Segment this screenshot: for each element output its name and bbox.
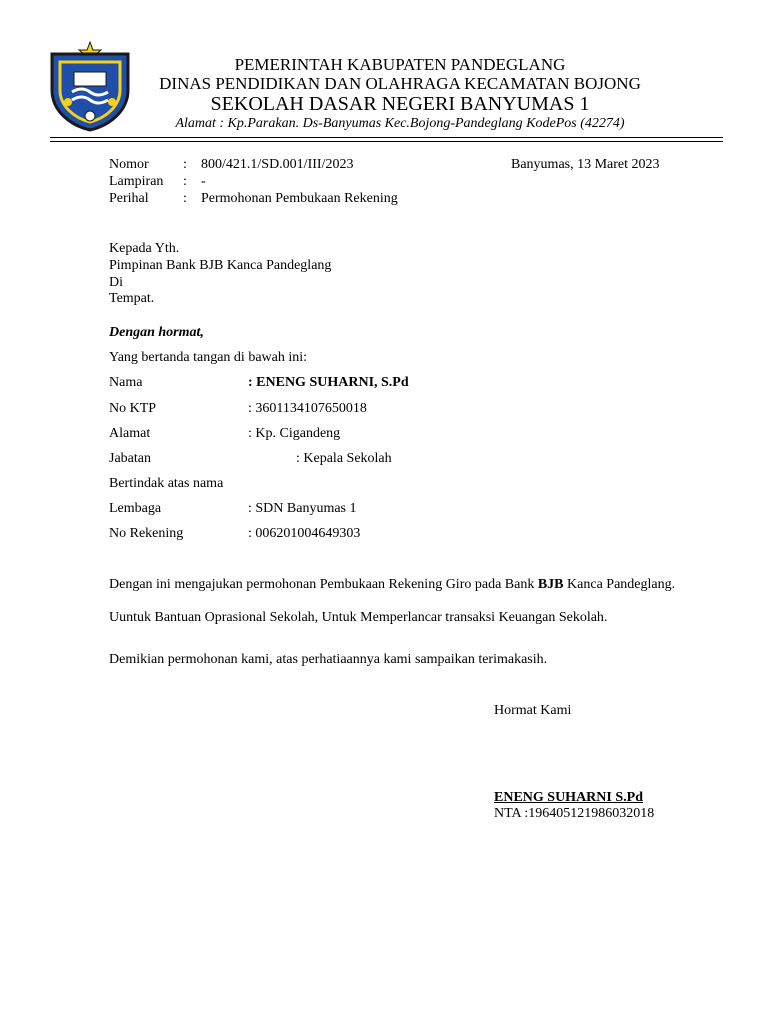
nama-value: : ENENG SUHARNI, S.Pd	[248, 375, 409, 390]
jabatan-label: Jabatan	[109, 451, 151, 466]
paragraph-request	[109, 576, 695, 593]
paragraph-purpose: Uuntuk Bantuan Oprasional Sekolah, Untuk Memperlancar transaksi Keuangan Sekolah.	[109, 610, 608, 625]
recipient-line3: Di	[109, 275, 123, 290]
perihal-colon: :	[183, 191, 187, 206]
nomor-value: 800/421.1/SD.001/III/2023	[201, 157, 354, 172]
header-school-name: SEKOLAH DASAR NEGERI BANYUMAS 1	[210, 93, 590, 115]
perihal-value: Permohonan Pembukaan Rekening	[201, 191, 398, 206]
header-address: Alamat : Kp.Parakan. Ds-Banyumas Kec.Bojong-Pandeglang KodePos (42274)	[175, 116, 625, 131]
lembaga-label: Lembaga	[109, 501, 162, 516]
recipient-line1: Kepada Yth.	[109, 241, 180, 256]
alamat-value: : Kp. Cigandeng	[248, 426, 341, 441]
lampiran-value: -	[201, 174, 206, 189]
paragraph-request-start: Dengan ini mengajukan permohonan Pembukaan Rekening Giro pada Bank	[109, 577, 535, 592]
nomor-label: Nomor	[109, 157, 149, 172]
lampiran-label: Lampiran	[109, 174, 164, 189]
signature-nta: NTA :196405121986032018	[494, 806, 655, 821]
jabatan-value: : Kepala Sekolah	[296, 451, 392, 466]
rekening-label: No Rekening	[109, 526, 184, 541]
header-department: DINAS PENDIDIKAN DAN OLAHRAGA KECAMATAN BOJONG	[159, 74, 641, 93]
header-divider-thick	[50, 137, 723, 138]
bank-name: BJB	[537, 577, 564, 592]
signature-name: ENENG SUHARNI S.Pd	[494, 790, 643, 805]
paragraph-closing: Demikian permohonan kami, atas perhatiaannya kami sampaikan terimakasih.	[109, 652, 548, 667]
ktp-value: : 3601134107650018	[248, 401, 367, 416]
header-divider-thin	[50, 141, 723, 142]
rekening-value: : 006201004649303	[248, 526, 361, 541]
recipient-line2: Pimpinan Bank BJB Kanca Pandeglang	[109, 258, 332, 273]
nomor-colon: :	[183, 157, 187, 172]
alamat-label: Alamat	[109, 426, 151, 441]
lampiran-colon: :	[183, 174, 187, 189]
bertindak-text: Bertindak atas nama	[109, 476, 224, 491]
intro-text: Yang bertanda tangan di bawah ini:	[109, 350, 308, 365]
signature-greeting: Hormat Kami	[494, 703, 572, 718]
recipient-line4: Tempat.	[109, 291, 155, 306]
paragraph-request-end: Kanca Pandeglang.	[567, 577, 676, 592]
salutation: Dengan hormat,	[109, 325, 204, 340]
ktp-label: No KTP	[109, 401, 157, 416]
perihal-label: Perihal	[109, 191, 149, 206]
lembaga-value: : SDN Banyumas 1	[248, 501, 357, 516]
regency-crest-logo	[48, 40, 132, 132]
nama-label: Nama	[109, 375, 143, 390]
header-government: PEMERINTAH KABUPATEN PANDEGLANG	[234, 55, 566, 74]
place-date: Banyumas, 13 Maret 2023	[511, 157, 660, 172]
